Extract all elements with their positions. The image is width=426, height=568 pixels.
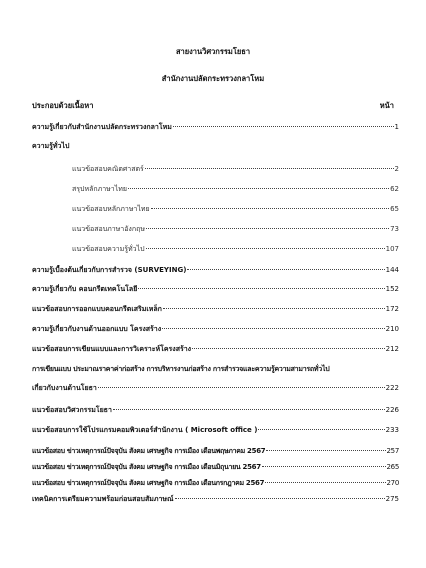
toc-entry-label: ความรู้เบื้องต้นเกี่ยวกับการสำรวจ (SURVEYING) — [32, 266, 187, 274]
toc-section-heading: ความรู้ทั่วไป — [32, 142, 70, 150]
toc-entry-label: เกี่ยวกับงานด้านโยธา — [32, 384, 97, 392]
toc-subentry — [72, 164, 399, 174]
toc-entry — [32, 425, 399, 435]
toc-entry-label: สรุปหลักภาษาไทย — [72, 185, 127, 193]
leader-dots — [151, 208, 389, 209]
toc-entry-label: แนวข้อสอบ ข่าวเหตุการณ์ปัจจุบัน สังคม เศรษฐกิจ การเมือง เดือนมิถุนายน 2567 — [32, 463, 261, 471]
toc-entry-label: เทคนิคการเตรียมความพร้อมก่อนสอบสัมภาษณ์ — [32, 495, 174, 503]
toc-entry-page: 257 — [386, 447, 399, 455]
toc-entry-page: 270 — [386, 479, 399, 487]
toc-entry-label: แนวข้อสอบการเขียนแบบและการวิเคราะห์โครงสร้าง — [32, 345, 192, 353]
toc-subentry — [72, 184, 399, 194]
toc-entry-label: ความรู้เกี่ยวกับสำนักงานปลัดกระทรวงกลาโหม — [32, 123, 172, 131]
toc-entry-label: แนวข้อสอบวิศวกรรมโยธา — [32, 406, 112, 414]
toc-entry-page: 265 — [386, 463, 399, 471]
toc-entry-page: 152 — [385, 285, 399, 293]
document-subtitle: สำนักงานปลัดกระทรวงกลาโหม — [161, 74, 265, 83]
toc-entry-page: 1 — [394, 123, 399, 131]
document-title: สายงานวิศวกรรมโยธา — [175, 47, 251, 56]
toc-entry-label: แนวข้อสอบคณิตศาสตร์ — [72, 165, 144, 173]
toc-entry — [32, 405, 399, 415]
page-column-label: หน้า — [379, 101, 394, 110]
toc-entry-page: 172 — [385, 305, 399, 313]
toc-entry-label: แนวข้อสอบการใช้โปรแกรมคอมพิวเตอร์สำนักงาน ( Microsoft office ) — [32, 426, 258, 434]
toc-entry-page: 107 — [385, 245, 399, 253]
leader-dots — [266, 450, 385, 451]
toc-entry-label: แนวข้อสอบการออกแบบคอนกรีตเสริมเหล็ก — [32, 305, 162, 313]
toc-entry — [32, 478, 399, 488]
toc-entry-long-line: การเขียนแบบ ประมาณราคาค่าก่อสร้าง การบริหารงานก่อสร้าง การสำรวจและความรู้ความสามารถทั่วไป — [32, 365, 330, 373]
toc-entry-label: แนวข้อสอบความรู้ทั่วไป — [72, 245, 145, 253]
toc-entry-page: 222 — [385, 384, 399, 392]
toc-subentry — [72, 224, 399, 234]
toc-entry-label: ความรู้เกี่ยวกับงานด้านออกแบบ โครงสร้าง — [32, 325, 162, 333]
leader-dots — [192, 348, 385, 349]
toc-entry — [32, 344, 399, 354]
leader-dots — [175, 498, 385, 499]
toc-entry-page: 144 — [385, 266, 399, 274]
toc-entry-page: 226 — [385, 406, 399, 414]
toc-entry — [32, 446, 399, 456]
toc-entry-page: 73 — [390, 225, 399, 233]
toc-entry — [32, 304, 399, 314]
toc-entry-label: แนวข้อสอบหลักภาษาไทย — [72, 205, 150, 213]
toc-entry — [32, 265, 399, 275]
leader-dots — [146, 248, 385, 249]
toc-entry-page: 2 — [394, 165, 399, 173]
toc-entry-label: แนวข้อสอบ ข่าวเหตุการณ์ปัจจุบัน สังคม เศรษฐกิจ การเมือง เดือนพฤษภาคม 2567 — [32, 447, 266, 455]
leader-dots — [138, 288, 384, 289]
leader-dots — [163, 308, 385, 309]
toc-entry — [32, 284, 399, 294]
toc-header — [32, 101, 394, 111]
toc-entry — [32, 494, 399, 504]
leader-dots — [145, 168, 394, 169]
leader-dots — [262, 466, 386, 467]
leader-dots — [265, 482, 385, 483]
toc-subentry — [72, 244, 399, 254]
toc-subentry — [72, 204, 399, 214]
toc-entry — [32, 383, 399, 393]
leader-dots — [162, 328, 384, 329]
toc-entry — [32, 462, 399, 472]
toc-entry — [32, 324, 399, 334]
toc-entry-page: 212 — [385, 345, 399, 353]
leader-dots — [128, 188, 389, 189]
leader-dots — [146, 228, 389, 229]
toc-entry-label: ความรู้เกี่ยวกับ คอนกรีตเทคโนโลยี — [32, 285, 138, 293]
toc-entry-page: 62 — [390, 185, 399, 193]
toc-entry-page: 65 — [390, 205, 399, 213]
toc-entry — [32, 122, 399, 132]
leader-dots — [113, 409, 385, 410]
toc-entry-page: 210 — [385, 325, 399, 333]
toc-entry-page: 275 — [385, 495, 399, 503]
toc-entry-label: แนวข้อสอบ ข่าวเหตุการณ์ปัจจุบัน สังคม เศรษฐกิจ การเมือง เดือนกรกฎาคม 2567 — [32, 479, 265, 487]
leader-dots — [258, 429, 384, 430]
leader-dots — [187, 269, 384, 270]
leader-dots — [173, 126, 394, 127]
toc-entry-label: แนวข้อสอบภาษาอังกฤษ — [72, 225, 145, 233]
leader-dots — [98, 387, 385, 388]
toc-entry-page: 233 — [385, 426, 399, 434]
contents-label: ประกอบด้วยเนื้อหา — [32, 101, 94, 110]
